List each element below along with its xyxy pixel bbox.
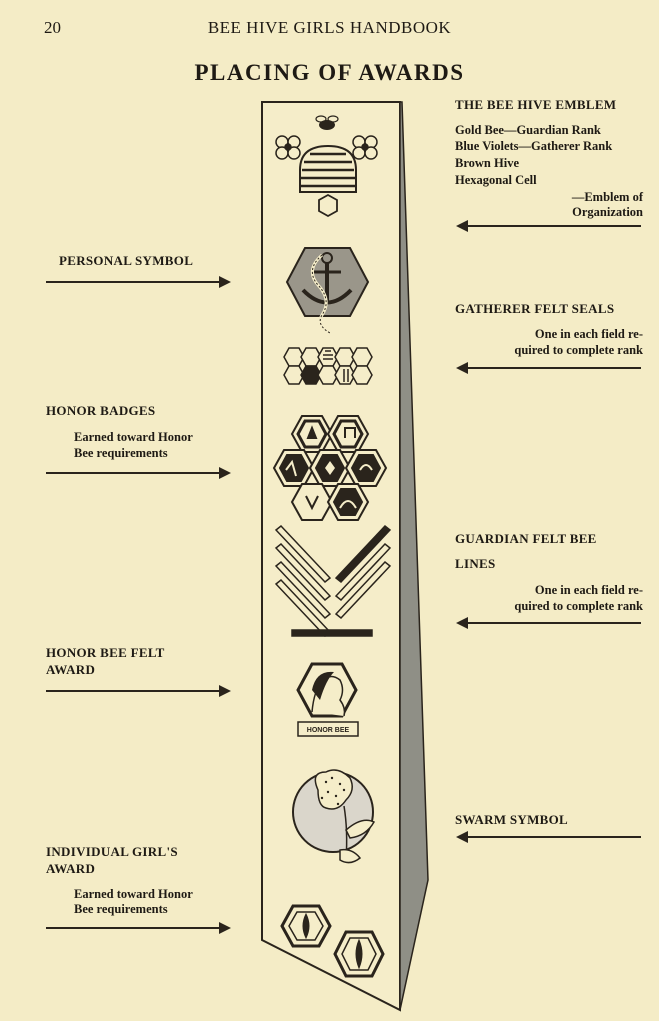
gatherer-felt-seals-heading: GATHERER FELT SEALS: [455, 301, 615, 316]
individual-award-heading: AWARD: [46, 861, 96, 876]
swarm-symbol-heading: SWARM SYMBOL: [455, 812, 569, 827]
arrow-to-emblem: [458, 225, 641, 227]
guardian-lines-text: quired to complete rank: [514, 599, 643, 613]
honor-badges-heading: HONOR BADGES: [46, 403, 156, 418]
guardian-lines-text: One in each field re-: [534, 583, 643, 597]
bee-hive-emblem-line: Gold Bee—Guardian Rank: [455, 123, 601, 137]
bee-hive-emblem-line: Brown Hive: [455, 156, 520, 170]
personal-symbol-heading: PERSONAL SYMBOL: [59, 253, 194, 268]
page-title: PLACING OF AWARDS: [194, 60, 465, 85]
bee-hive-emblem-line: Hexagonal Cell: [455, 173, 537, 187]
arrow-to-swarm-symbol: [458, 836, 641, 838]
arrow-to-personal-symbol: [46, 281, 229, 283]
bee-hive-emblem-note: —Emblem of: [571, 190, 643, 204]
arrow-to-honor-bee-award: [46, 690, 229, 692]
bee-hive-emblem-line: Blue Violets—Gatherer Rank: [455, 139, 613, 153]
honor-badges-text: Earned toward Honor: [74, 430, 193, 444]
arrow-to-guardian-lines: [458, 622, 641, 624]
arrow-to-honor-badges: [46, 472, 229, 474]
individual-award-text: Earned toward Honor: [74, 887, 193, 901]
arrow-to-gatherer-seals: [458, 367, 641, 369]
honor-bee-award-heading: AWARD: [46, 662, 96, 677]
arrow-to-individual-award: [46, 927, 229, 929]
page-number: 20: [44, 18, 61, 37]
violet-icon: [276, 136, 300, 159]
honor-bee-award-heading: HONOR BEE FELT: [46, 645, 165, 660]
gatherer-felt-seals-text: quired to complete rank: [514, 343, 643, 357]
bee-hive-emblem-heading: THE BEE HIVE EMBLEM: [455, 97, 617, 112]
violet-icon: [353, 136, 377, 159]
guardian-lines-heading: GUARDIAN FELT BEE: [455, 531, 597, 546]
gatherer-felt-seals-text: One in each field re-: [534, 327, 643, 341]
gatherer-seals-icon: [284, 348, 372, 384]
honor-badges-text: Bee requirements: [74, 446, 168, 460]
running-head: BEE HIVE GIRLS HANDBOOK: [207, 18, 452, 37]
bee-hive-emblem-note: Organization: [572, 205, 643, 219]
individual-award-heading: INDIVIDUAL GIRL'S: [46, 844, 178, 859]
individual-award-text: Bee requirements: [74, 902, 168, 916]
honor-bee-award-icon: [298, 664, 358, 736]
sash-fold: [400, 102, 428, 1010]
guardian-lines-heading: LINES: [455, 556, 496, 571]
honor-bee-badge-label: HONOR BEE: [306, 727, 350, 734]
